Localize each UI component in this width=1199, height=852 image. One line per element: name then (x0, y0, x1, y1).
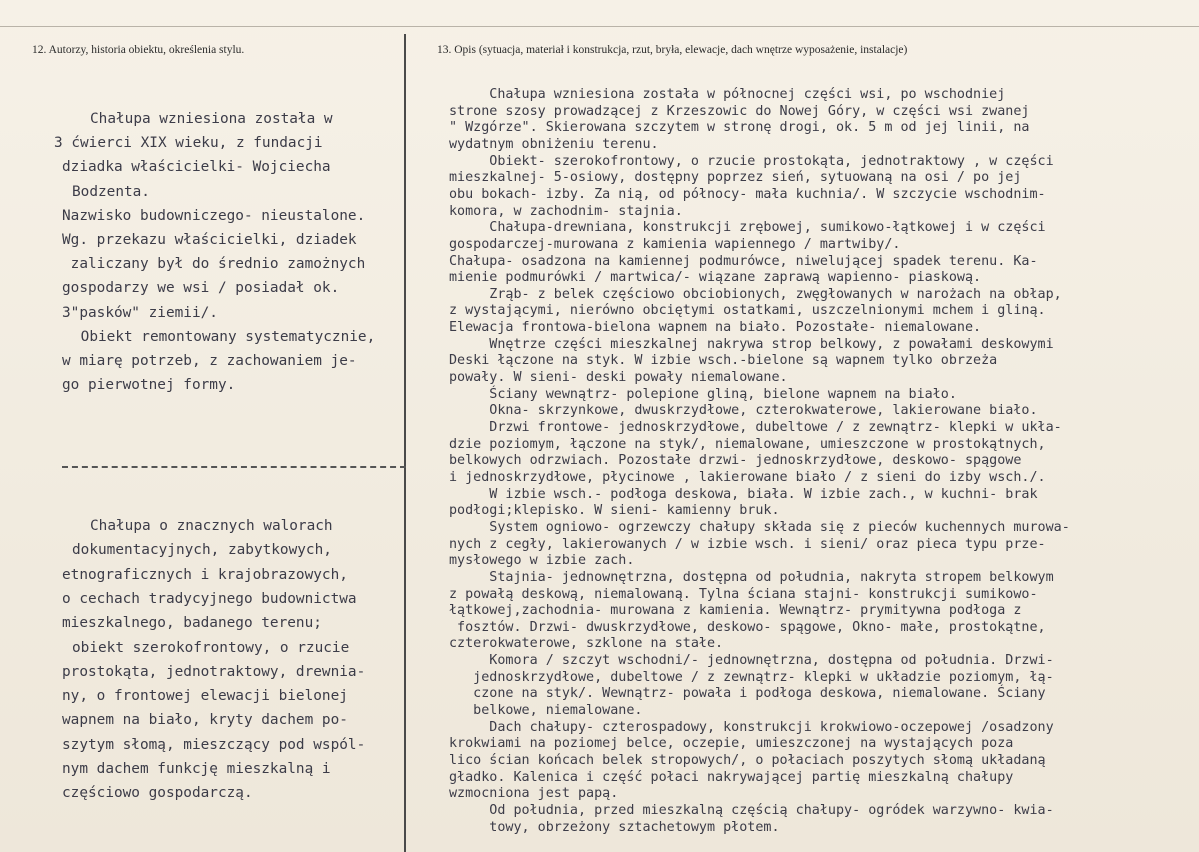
text-line: nym dachem funkcję mieszkalną i (62, 761, 331, 777)
text-line: Drzwi frontowe- jednoskrzydłowe, dubeltowe / z zewnątrz- klepki w ukła- (449, 420, 1062, 435)
text-line: Deski łączone na styk. W izbie wsch.-bielone są wapnem tylko obrzeża (449, 353, 998, 369)
text-line: Obiekt- szerokofrontowy, o rzucie prostokąta, jednotraktowy , w części (449, 153, 1054, 169)
text-line: z wystającymi, nierówno obciętymi ostatkami, uszczelnionymi mchem i gliną. (449, 303, 1046, 319)
text-line: towy, obrzeżony sztachetowym płotem. (449, 819, 780, 835)
text-line: ny, o frontowej elewacji bielonej (62, 688, 348, 705)
text-line: podłogi;klepisko. W sieni- kamienny bruk. (449, 503, 780, 519)
text-line: częściowo gospodarczą. (62, 785, 253, 802)
text-line: szytym słomą, mieszczący pod wspól- (62, 736, 366, 753)
dashed-separator (62, 466, 406, 468)
text-line: etnograficznych i krajobrazowych, (62, 566, 348, 583)
text-line: belkowych odrzwiach. Pozostałe drzwi- jednoskrzydłowe, deskowo- spągowe (449, 453, 1022, 469)
text-line: dokumentacyjnych, zabytkowych, (72, 542, 332, 559)
text-line: Dach chałupy- czterospadowy, konstrukcji krokwiowo-oczepowej /osadzony (449, 719, 1054, 735)
top-border-line (0, 26, 1199, 27)
text-line: jednoskrzydłowe, dubeltowe / z zewnątrz- klepki w układzie poziomym, łą- (449, 669, 1054, 685)
text-line: komora, w zachodnim- stajnia. (449, 203, 683, 219)
text-line: czterokwaterowe, szklone na stałe. (449, 636, 724, 652)
text-line: Zrąb- z belek częściowo obciobionych, zwęgłowanych w narożach na obłap, (449, 286, 1062, 302)
text-line: Bodzenta. (72, 183, 150, 200)
text-line: gospodarzy we wsi / posiadał ok. (62, 280, 340, 297)
text-line: prostokąta, jednotraktowy, drewnia- (62, 663, 366, 680)
text-line: czone na styk/. Wewnątrz- powała i podłoga deskowa, niemalowane. Ściany (449, 686, 1046, 702)
text-line: belkowe, niemalowane. (449, 703, 643, 719)
text-line: mieszkalnego, badanego terenu; (62, 615, 322, 632)
text-line: gładko. Kalenica i część połaci nakrywającej partię mieszkalną chałupy (449, 769, 1014, 785)
text-line: Okna- skrzynkowe, dwuskrzydłowe, czterokwaterowe, lakierowane biało. (449, 403, 1038, 419)
text-line: Ściany wewnątrz- polepione gliną, bielone wapnem na biało. (449, 386, 957, 402)
text-line: Od południa, przed mieszkalną częścią chałupy- ogródek warzywno- kwia- (449, 802, 1054, 818)
text-line: o cechach tradycyjnego budownictwa (62, 590, 357, 607)
text-line: gospodarczej-murowana z kamienia wapiennego / martwiby/. (449, 236, 901, 252)
text-line: Chałupa-drewniana, konstrukcji zrębowej, sumikowo-łątkowej i w części (449, 220, 1046, 236)
text-line: Komora / szczyt wschodni/- jednownętrzna, dostępna od południa. Drzwi- (449, 653, 1054, 669)
text-line: wydatnym obniżeniu terenu. (449, 136, 659, 152)
text-line: Nazwisko budowniczego- nieustalone. (62, 207, 366, 224)
text-line: obu bokach- izby. Za nią, od północy- mała kuchnia/. W szczycie wschodnim- (449, 186, 1046, 202)
text-line: 3 ćwierci XIX wieku, z fundacji (54, 135, 323, 152)
text-line: wapnem na biało, kryty dachem po- (62, 712, 348, 729)
text-line: z powałą deskową, niemalowaną. Tylna ściana stajni- konstrukcji sumikowo- (449, 586, 1038, 602)
text-line: krokwiami na poziomej belce, oczepie, umieszczonej na wystających poza (449, 736, 1014, 752)
text-line: nych z cegły, lakierowanych / w izbie wsch. i sieni/ oraz pieca typu prze- (449, 536, 1046, 552)
text-line: obiekt szerokofrontowy, o rzucie (72, 639, 350, 656)
text-line: dziadka właścicielki- Wojciecha (62, 159, 331, 176)
text-line: Chałupa o znacznych walorach (90, 518, 333, 534)
text-line: fosztów. Drzwi- dwuskrzydłowe, deskowo- spągowe, Okno- małe, prostokątne, (449, 619, 1046, 635)
text-line: Obiekt remontowany systematycznie, (72, 328, 376, 345)
section-13-header: 13. Opis (sytuacja, materiał i konstrukcja, rzut, bryła, elewacje, dach wnętrze wyposażenie, instalacje) (437, 44, 908, 56)
text-line: mysłowego w izbie zach. (449, 553, 635, 569)
text-line: strone szosy prowadzącej z Krzeszowic do Nowej Góry, w części wsi zwanej (449, 103, 1030, 119)
text-line: mieszkalnej- 5-osiowy, dostępny poprzez sień, sytuowaną na osi / po jej (449, 170, 1022, 186)
text-line: Stajnia- jednownętrzna, dostępna od południa, nakryta stropem belkowym (449, 569, 1054, 585)
text-line: W izbie wsch.- podłoga deskowa, biała. W izbie zach., w kuchni- brak (449, 486, 1038, 502)
text-line: i jednoskrzydłowe, płycinowe , lakierowane biało / z sieni do izby wsch./. (449, 469, 1046, 485)
text-line: go pierwotnej formy. (62, 377, 236, 394)
text-line: mienie podmurówki / martwica/- wiązane zaprawą wapienno- piaskową. (449, 270, 982, 286)
text-line: " Wzgórze". Skierowana szczytem w stronę drogi, ok. 5 m od jej linii, na (449, 120, 1030, 136)
text-line: dzie poziomym, łączone na styk/, niemalowane, umieszczone w prostokątnych, (449, 436, 1046, 452)
text-line: 3"pasków" ziemii/. (62, 304, 218, 321)
text-line: System ogniowo- ogrzewczy chałupy składa się z pieców kuchennych murowa- (449, 519, 1070, 535)
text-line: Wg. przekazu właścicielki, dziadek (62, 232, 357, 248)
text-line: łątkowej,zachodnia- murowana z kamienia. Wewnątrz- prymitywna podłoga z (449, 603, 1022, 619)
text-line: w miarę potrzeb, z zachowaniem je- (62, 353, 357, 369)
text-line: Chałupa- osadzona na kamiennej podmurówce, niwelującej spadek terenu. Ka- (449, 253, 1038, 269)
text-line: zaliczany był do średnio zamożnych (62, 256, 366, 273)
text-line: Elewacja frontowa-bielona wapnem na biało. Pozostałe- niemalowane. (449, 320, 982, 336)
text-line: Chałupa wzniesiona została w (90, 111, 333, 127)
text-line: Chałupa wzniesiona została w północnej części wsi, po wschodniej (449, 87, 1006, 102)
text-line: powały. W sieni- deski powały niemalowane. (449, 370, 788, 386)
column-divider (404, 34, 406, 852)
text-line: Wnętrze części mieszkalnej nakrywa strop belkowy, z powałami deskowymi (449, 336, 1054, 352)
text-line: lico ścian końcach belek stropowych/, o połaciach poszytych słomą układaną (449, 753, 1046, 768)
section-12-header: 12. Autorzy, historia obiektu, określenia stylu. (32, 44, 245, 56)
text-line: wzmocniona jest papą. (449, 786, 619, 802)
